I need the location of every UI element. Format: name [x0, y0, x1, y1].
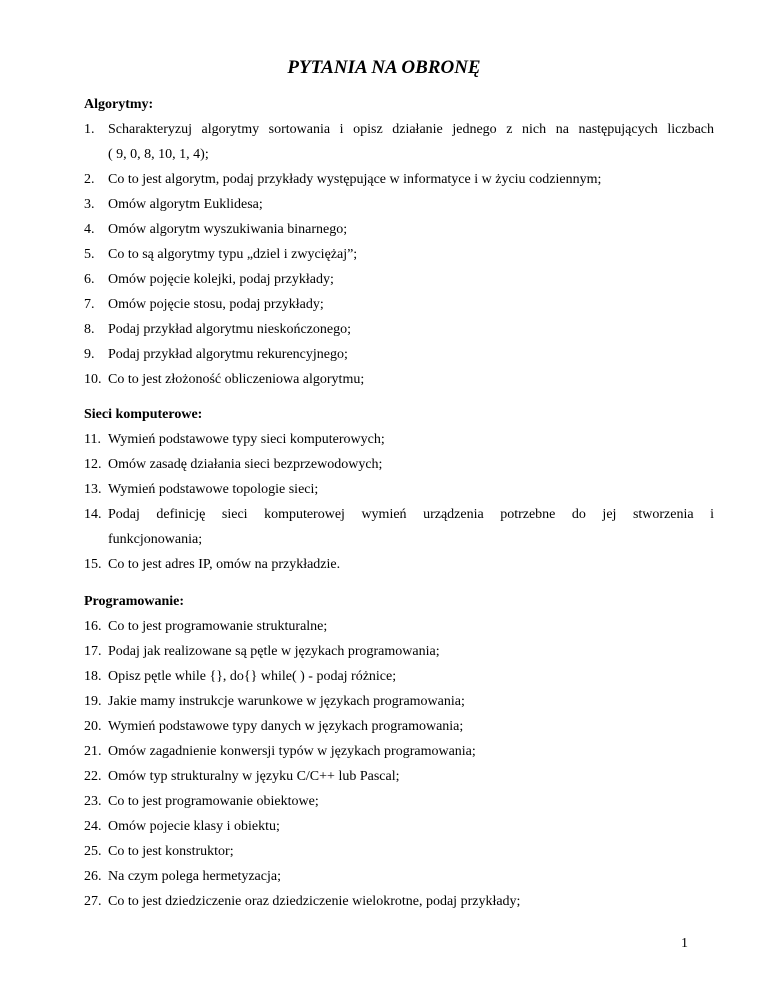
question-number: 7.	[84, 297, 95, 312]
question-number: 12.	[84, 457, 102, 472]
question-number: 13.	[84, 482, 102, 497]
question-item	[84, 267, 714, 292]
question-number: 8.	[84, 322, 95, 337]
question-item	[84, 764, 714, 789]
section-sieci-komputerowe	[84, 402, 714, 577]
page-title: PYTANIA NA OBRONĘ	[287, 57, 481, 78]
question-number: 9.	[84, 347, 95, 362]
question-item	[84, 689, 714, 714]
question-item	[84, 192, 714, 217]
question-number: 15.	[84, 557, 102, 572]
question-item	[84, 167, 714, 192]
section-heading: Sieci komputerowe:	[84, 407, 203, 422]
question-item	[84, 789, 714, 814]
question-item	[84, 217, 714, 242]
question-number: 18.	[84, 669, 102, 684]
question-text: Podaj przykład algorytmu rekurencyjnego;	[108, 347, 348, 362]
question-item	[84, 552, 714, 577]
question-text: Omów zasadę działania sieci bezprzewodowych;	[108, 457, 383, 472]
question-list	[84, 117, 714, 392]
question-text: Co to jest dziedziczenie oraz dziedziczenie wielokrotne, podaj przykłady;	[108, 894, 521, 909]
question-number: 5.	[84, 247, 95, 262]
question-item	[84, 864, 714, 889]
question-number: 16.	[84, 619, 102, 634]
question-text: Co to jest adres IP, omów na przykładzie.	[108, 557, 341, 572]
question-text: Co to jest algorytm, podaj przykłady występujące w informatyce i w życiu codziennym;	[108, 172, 602, 187]
section-heading: Algorytmy:	[84, 97, 154, 112]
question-text: Omów algorytm Euklidesa;	[108, 197, 263, 212]
question-number: 22.	[84, 769, 102, 784]
question-text: Omów typ strukturalny w języku C/C++ lub Pascal;	[108, 769, 400, 784]
question-item	[84, 639, 714, 664]
question-number: 10.	[84, 372, 102, 387]
question-item	[84, 664, 714, 689]
question-text: Omów pojęcie stosu, podaj przykłady;	[108, 297, 324, 312]
question-item	[84, 814, 714, 839]
question-text-line1: Podaj definicję sieci komputerowej wymień urządzenia potrzebne do jej stworzenia i	[108, 507, 714, 522]
question-item	[84, 367, 714, 392]
question-text-line1: Scharakteryzuj algorytmy sortowania i opisz działanie jednego z nich na następujących liczbach	[108, 122, 714, 137]
question-number: 26.	[84, 869, 102, 884]
question-number: 3.	[84, 197, 95, 212]
question-item	[84, 317, 714, 342]
question-item	[84, 502, 714, 552]
question-text: Podaj przykład algorytmu nieskończonego;	[108, 322, 351, 337]
question-item	[84, 342, 714, 367]
question-number: 25.	[84, 844, 102, 859]
question-item	[84, 839, 714, 864]
question-text: Omów zagadnienie konwersji typów w językach programowania;	[108, 744, 476, 759]
question-number: 24.	[84, 819, 102, 834]
question-item	[84, 292, 714, 317]
question-number: 11.	[84, 432, 101, 447]
question-text: Na czym polega hermetyzacja;	[108, 869, 281, 884]
question-number: 6.	[84, 272, 95, 287]
section-algorytmy	[84, 92, 714, 392]
question-text: Wymień podstawowe typy danych w językach programowania;	[108, 719, 464, 734]
question-text: Co to jest programowanie strukturalne;	[108, 619, 328, 634]
question-item	[84, 739, 714, 764]
question-text: Co to jest konstruktor;	[108, 844, 234, 859]
question-text: Wymień podstawowe typy sieci komputerowych;	[108, 432, 385, 447]
question-text-line2: funkcjonowania;	[108, 532, 203, 547]
question-number: 19.	[84, 694, 102, 709]
question-number: 1.	[84, 122, 95, 137]
question-text: Co to są algorytmy typu „dziel i zwyciężaj”;	[108, 247, 358, 262]
question-text: Jakie mamy instrukcje warunkowe w językach programowania;	[108, 694, 465, 709]
question-number: 14.	[84, 507, 102, 522]
question-list	[84, 614, 714, 914]
question-number: 17.	[84, 644, 102, 659]
question-item	[84, 452, 714, 477]
question-item	[84, 714, 714, 739]
question-number: 21.	[84, 744, 102, 759]
question-text: Wymień podstawowe topologie sieci;	[108, 482, 319, 497]
page-number: 1	[681, 936, 688, 951]
question-item	[84, 477, 714, 502]
question-number: 2.	[84, 172, 95, 187]
question-text-line2: ( 9, 0, 8, 10, 1, 4);	[108, 147, 209, 162]
question-number: 20.	[84, 719, 102, 734]
question-number: 27.	[84, 894, 102, 909]
question-text: Podaj jak realizowane są pętle w językach programowania;	[108, 644, 440, 659]
question-text: Opisz pętle while {}, do{} while( ) - podaj różnice;	[108, 669, 397, 684]
question-text: Co to jest programowanie obiektowe;	[108, 794, 319, 809]
section-heading: Programowanie:	[84, 594, 185, 609]
question-number: 23.	[84, 794, 102, 809]
question-item	[84, 889, 714, 914]
question-item	[84, 117, 714, 167]
question-number: 4.	[84, 222, 95, 237]
question-text: Co to jest złożoność obliczeniowa algorytmu;	[108, 372, 365, 387]
question-item	[84, 427, 714, 452]
question-item	[84, 242, 714, 267]
question-text: Omów algorytm wyszukiwania binarnego;	[108, 222, 348, 237]
section-programowanie	[84, 589, 714, 914]
question-text: Omów pojecie klasy i obiektu;	[108, 819, 280, 834]
question-list	[84, 427, 714, 577]
question-item	[84, 614, 714, 639]
question-text: Omów pojęcie kolejki, podaj przykłady;	[108, 272, 334, 287]
